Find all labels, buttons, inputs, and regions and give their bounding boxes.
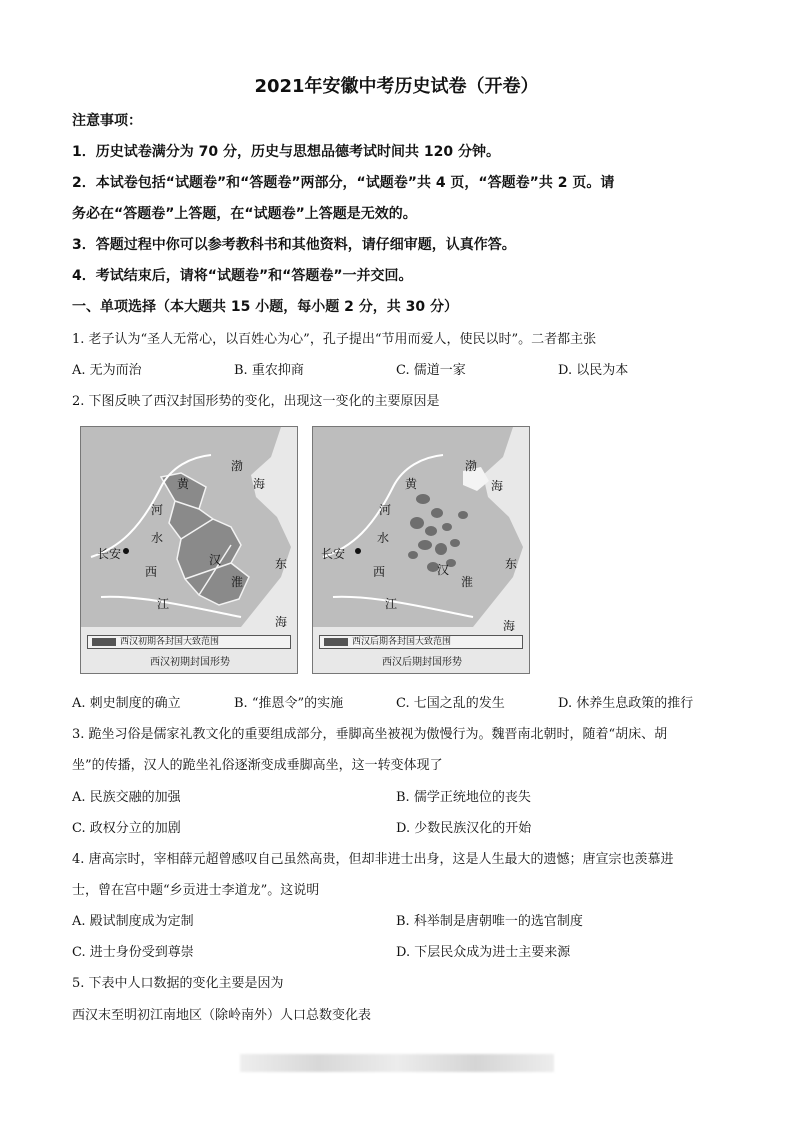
map-late-legend [319,635,523,649]
label-han: 汉 [437,563,450,577]
label-huai: 淮 [231,575,244,589]
question-5-stem: 5. 下表中人口数据的变化主要是因为 [72,976,284,991]
q2-option-d: D. 休养生息政策的推行 [558,696,694,711]
legend-text: 西汉初期各封国大致范围 [120,637,220,647]
question-1-stem: 1. 老子认为“圣人无常心，以百姓心为心”，孔子提出“节用而爱人，使民以时”。二者都主张 [72,332,597,347]
label-huang: 黄 [405,477,418,491]
notice-item-3: 3．答题过程中你可以参考教科书和其他资料，请仔细审题，认真作答。 [72,237,516,253]
label-xi: 西 [145,565,158,579]
question-3-stem-line-1: 3. 跪坐习俗是儒家礼教文化的重要组成部分，垂脚高坐被视为傲慢行为。魏晋南北朝时，随着“胡床、胡 [72,727,668,742]
label-he: 河 [379,503,392,517]
label-huai: 淮 [461,575,474,589]
question-2-stem: 2. 下图反映了西汉封国形势的变化，出现这一变化的主要原因是 [72,394,440,409]
label-han: 汉 [209,553,222,567]
map-figure [80,426,530,674]
label-xi: 西 [373,565,386,579]
q1-option-c: C. 儒道一家 [396,363,466,378]
q4-option-d: D. 下层民众成为进士主要来源 [396,945,571,960]
label-hai-1: 海 [491,479,504,493]
map-early-han [80,426,298,674]
label-jiang: 江 [157,597,170,611]
label-shui: 水 [377,531,390,545]
page-title: 2021年安徽中考历史试卷（开卷） [254,76,539,97]
legend-swatch [324,638,348,646]
legend-text: 西汉后期各封国大致范围 [352,637,452,647]
map-early-caption: 西汉初期封国形势 [150,657,230,668]
notice-item-2: 2．本试卷包括“试题卷”和“答题卷”两部分，“试题卷”共 4 页，“答题卷”共 2 页。请 [72,175,615,191]
q3-option-d: D. 少数民族汉化的开始 [396,821,532,836]
notice-item-4: 4．考试结束后，请将“试题卷”和“答题卷”一并交回。 [72,268,413,284]
label-he: 河 [151,503,164,517]
notice-item-2-cont: 务必在“答题卷”上答题，在“试题卷”上答题是无效的。 [72,206,417,222]
label-bo: 渤 [231,459,244,473]
q4-option-b: B. 科举制是唐朝唯一的选官制度 [396,914,583,929]
label-hai-2: 海 [275,615,288,629]
notice-heading: 注意事项： [72,113,142,129]
question-4-stem-line-2: 士，曾在宫中题“乡贡进士李道龙”。这说明 [72,883,320,898]
label-bo: 渤 [465,459,478,473]
question-4-stem-line-1: 4. 唐高宗时，宰相薛元超曾感叹自己虽然高贵，但却非进士出身，这是人生最大的遗憾；唐宣宗也羡慕进 [72,852,674,867]
q4-option-a: A. 殿试制度成为定制 [72,914,194,929]
map-early-legend [87,635,291,649]
label-changan: 长安 [321,547,346,561]
label-changan: 长安 [97,547,122,561]
q3-option-a: A. 民族交融的加强 [72,790,181,805]
map-late-han [312,426,530,674]
q4-option-c: C. 进士身份受到尊崇 [72,945,194,960]
notice-item-1: 1．历史试卷满分为 70 分，历史与思想品德考试时间共 120 分钟。 [72,144,500,160]
q2-option-a: A. 刺史制度的确立 [72,696,181,711]
q1-option-d: D. 以民为本 [558,363,629,378]
question-3-stem-line-2: 坐”的传播，汉人的跪坐礼俗逐渐变成垂脚高坐，这一转变体现了 [72,758,443,773]
label-huang: 黄 [177,477,190,491]
q3-option-b: B. 儒学正统地位的丧失 [396,790,531,805]
label-hai-2: 海 [503,619,516,633]
label-hai-1: 海 [253,477,266,491]
label-dong: 东 [275,557,288,571]
q2-option-c: C. 七国之乱的发生 [396,696,505,711]
q3-option-c: C. 政权分立的加剧 [72,821,181,836]
q1-option-a: A. 无为而治 [72,363,142,378]
q2-option-b: B. “推恩令”的实施 [234,696,344,711]
q1-option-b: B. 重农抑商 [234,363,304,378]
question-5-table-title: 西汉末至明初江南地区（除岭南外）人口总数变化表 [72,1008,372,1023]
map-late-caption: 西汉后期封国形势 [382,657,462,668]
blurred-watermark [240,1054,554,1072]
label-shui: 水 [151,531,164,545]
legend-swatch [92,638,116,646]
label-jiang: 江 [385,597,398,611]
label-dong: 东 [505,557,518,571]
section-heading: 一、单项选择（本大题共 15 小题，每小题 2 分，共 30 分） [72,299,458,315]
